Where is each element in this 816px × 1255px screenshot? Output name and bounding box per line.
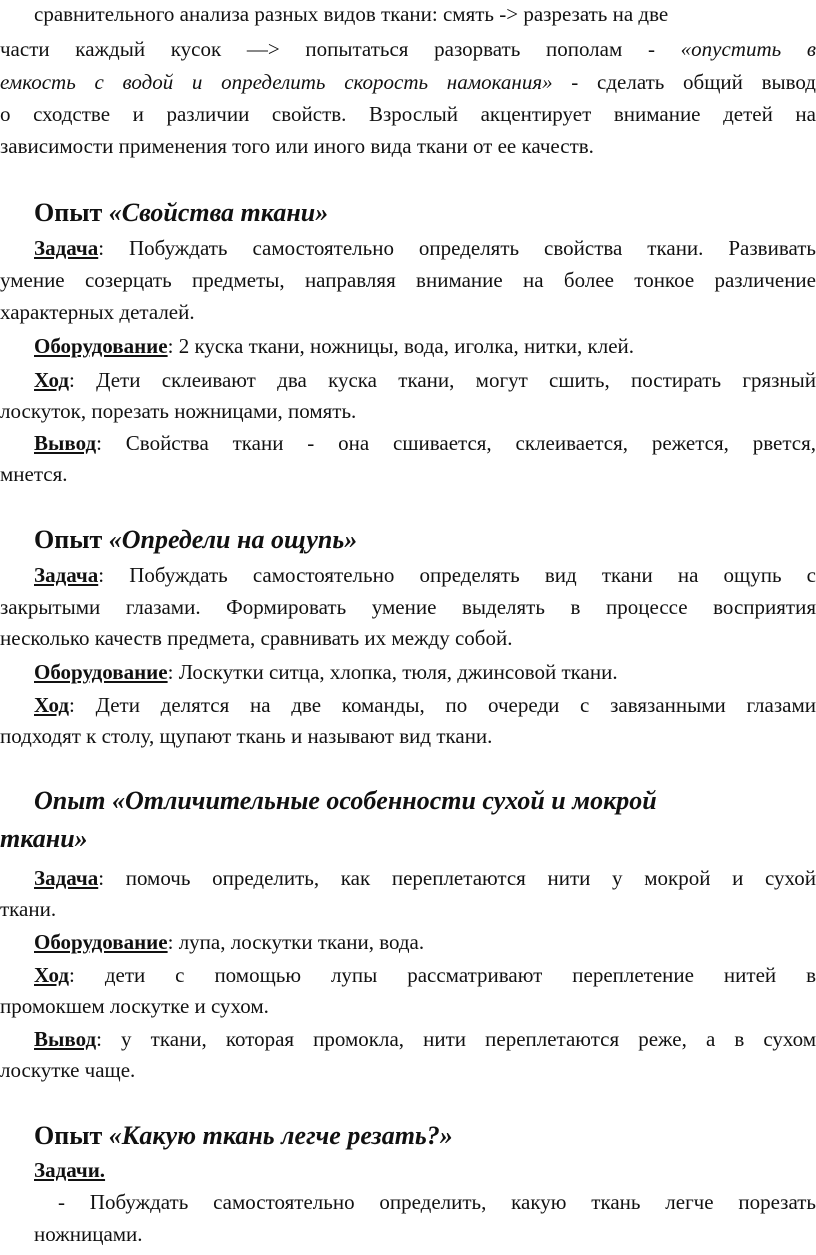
course-label: Ход [34, 963, 70, 987]
conclusion-text: : у ткани, которая промокла, нити переплетаются реже, а в сухом [96, 1027, 816, 1051]
conclusion-label: Вывод [34, 431, 97, 455]
exp1-conclusion-line-2: мнется. [0, 462, 68, 486]
exp1-conclusion-line-1 [0, 431, 816, 455]
exp3-equipment [34, 930, 816, 954]
equipment-text: : Лоскутки ситца, хлопка, тюля, джинсовой ткани. [167, 660, 618, 684]
exp1-title-name: «Свойства ткани» [108, 198, 329, 227]
exp3-course-line-2: промокшем лоскутке и сухом. [0, 994, 269, 1018]
equipment-text: : 2 куска ткани, ножницы, вода, иголка, нитки, клей. [167, 334, 635, 358]
task-label: Задача [34, 236, 99, 260]
exp3-title-line-2: ткани» [0, 824, 88, 853]
task-label: Задача [34, 866, 99, 890]
conclusion-text: : Свойства ткани - она сшивается, склеивается, режется, рвется, [96, 431, 816, 455]
exp2-task-line-1 [0, 563, 816, 587]
intro-line-3 [0, 70, 816, 94]
equipment-label: Оборудование [34, 660, 168, 684]
exp2-course-line-2: подходят к столу, щупают ткань и называют вид ткани. [0, 724, 493, 748]
exp1-course-line-1 [0, 368, 816, 392]
exp2-title [34, 525, 816, 555]
course-text: : дети с помощью лупы рассматривают переплетение нитей в [69, 963, 816, 987]
exp4-tasks-heading [34, 1158, 816, 1182]
exp2-title-name: «Определи на ощупь» [108, 525, 358, 554]
intro-line-5: зависимости применения того или иного вида ткани от ее качеств. [0, 134, 594, 158]
exp2-course-line-1 [0, 693, 816, 717]
task-text: : Побуждать самостоятельно определять свойства ткани. Развивать [98, 236, 816, 260]
task-text: : помочь определить, как переплетаются нити у мокрой и сухой [98, 866, 816, 890]
intro-italic: «опустить в [680, 37, 816, 61]
exp3-conclusion-line-2: лоскутке чаще. [0, 1058, 136, 1082]
exp2-equipment [34, 660, 816, 684]
exp2-task-line-2: закрытыми глазами. Формировать умение выделять в процессе восприятия [0, 595, 816, 619]
exp3-course-line-1 [0, 963, 816, 987]
task-text: : Побуждать самостоятельно определять вид ткани на ощупь с [98, 563, 816, 587]
exp3-task-line-1 [0, 866, 816, 890]
exp1-title [34, 198, 816, 228]
exp2-task-line-3: несколько качеств предмета, сравнивать их между собой. [0, 626, 513, 650]
intro-line-1: сравнительного анализа разных видов ткани: смять -> разрезать на две [34, 2, 669, 26]
exp1-task-line-1 [0, 236, 816, 260]
exp4-title [34, 1121, 816, 1151]
course-text: : Дети склеивают два куска ткани, могут сшить, постирать грязный [69, 368, 816, 392]
intro-italic: емкость с водой и определить скорость намокания» [0, 70, 553, 94]
exp3-conclusion-line-1 [0, 1027, 816, 1051]
intro-text: - сделать общий вывод [552, 70, 816, 94]
intro-line-4: о сходстве и различии свойств. Взрослый акцентирует внимание детей на [0, 102, 816, 126]
course-label: Ход [34, 693, 70, 717]
exp2-title-word: Опыт [34, 525, 109, 554]
course-label: Ход [34, 368, 70, 392]
intro-text: части каждый кусок —> попытаться разорвать пополам - [0, 37, 681, 61]
exp4-task1-line-2: ножницами. [34, 1222, 143, 1246]
tasks-label: Задачи. [34, 1158, 106, 1182]
exp4-title-name: «Какую ткань легче резать?» [108, 1121, 453, 1150]
intro-line-2 [0, 37, 816, 61]
exp1-title-word: Опыт [34, 198, 109, 227]
equipment-label: Оборудование [34, 334, 168, 358]
exp1-course-line-2: лоскуток, порезать ножницами, помять. [0, 399, 357, 423]
exp4-title-word: Опыт [34, 1121, 109, 1150]
equipment-text: : лупа, лоскутки ткани, вода. [167, 930, 425, 954]
exp4-task1-line-1: - Побуждать самостоятельно определить, какую ткань легче порезать [58, 1190, 816, 1214]
exp3-title-line-1: Опыт «Отличительные особенности сухой и мокрой [34, 786, 657, 815]
conclusion-label: Вывод [34, 1027, 97, 1051]
course-text: : Дети делятся на две команды, по очереди с завязанными глазами [69, 693, 816, 717]
exp1-task-line-2: умение созерцать предметы, направляя внимание на более тонкое различение [0, 268, 816, 292]
exp1-task-line-3: характерных деталей. [0, 300, 195, 324]
exp3-task-line-2: ткани. [0, 897, 57, 921]
exp1-equipment [34, 334, 816, 358]
equipment-label: Оборудование [34, 930, 168, 954]
task-label: Задача [34, 563, 99, 587]
